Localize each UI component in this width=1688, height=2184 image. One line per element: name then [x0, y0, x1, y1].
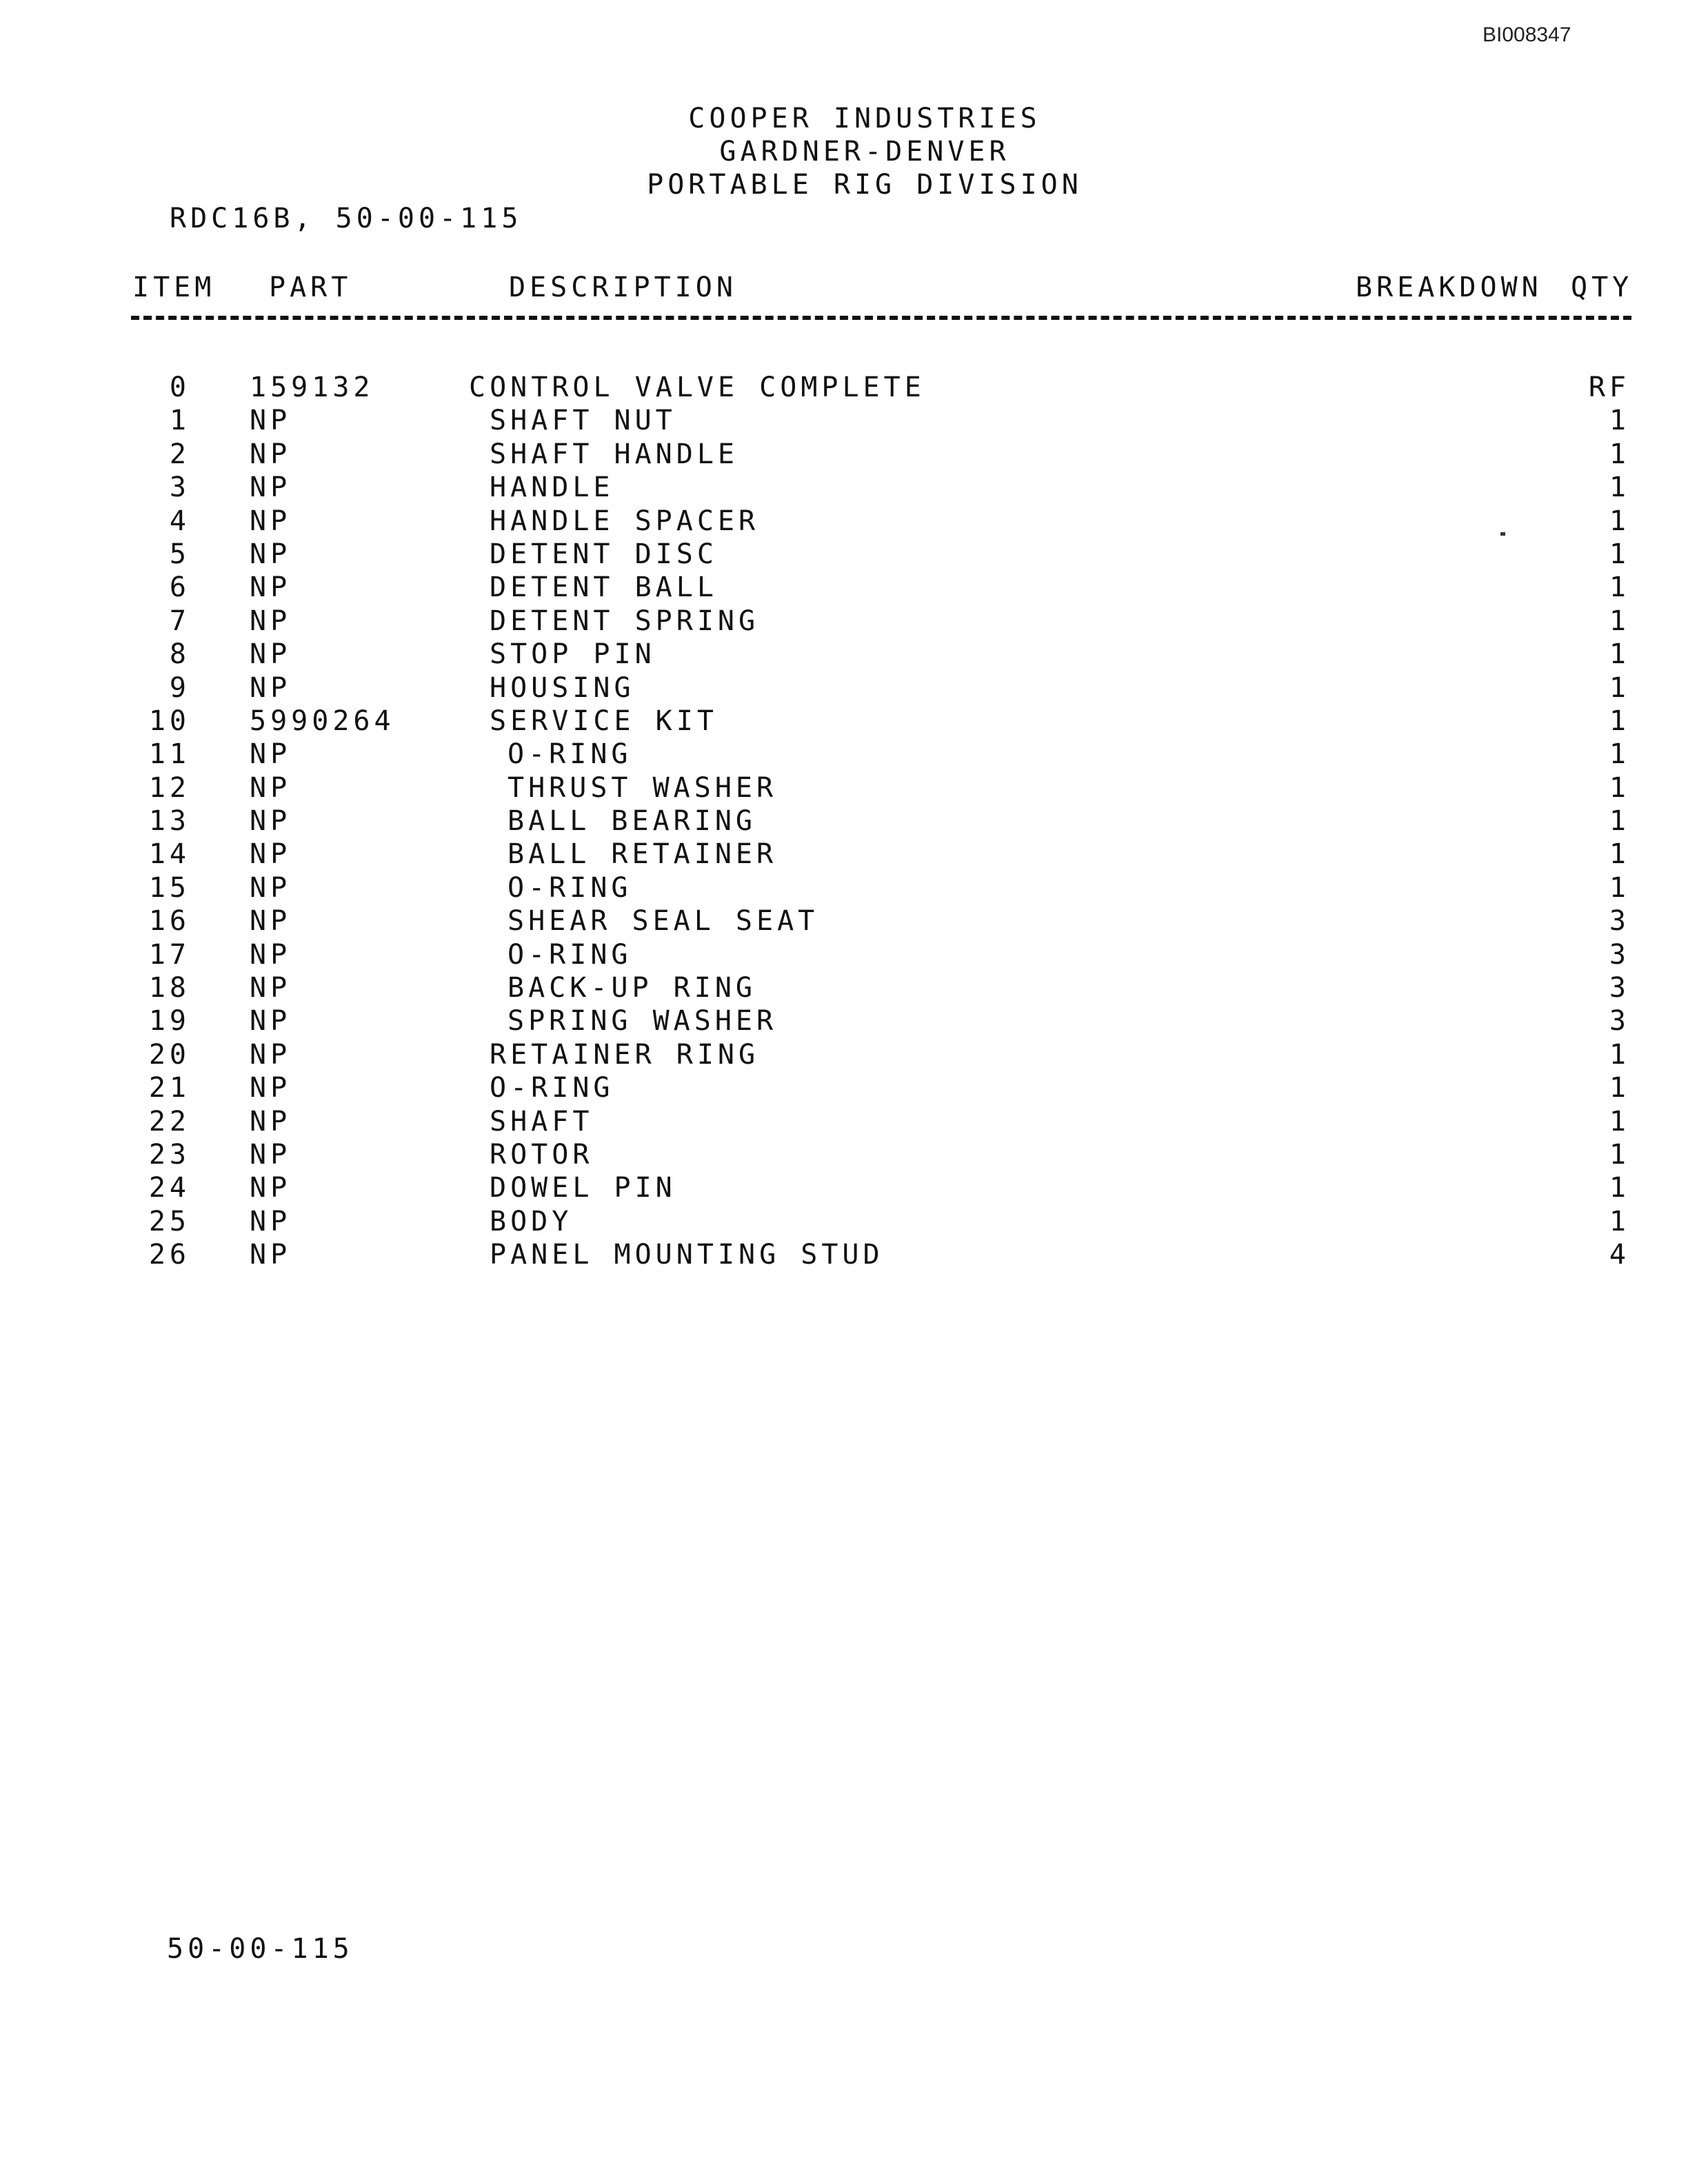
- quantity: 1: [1609, 838, 1630, 871]
- part-description: BALL BEARING: [508, 805, 756, 838]
- part-description: THRUST WASHER: [508, 771, 778, 804]
- quantity: 1: [1609, 1172, 1630, 1204]
- part-description: DETENT DISC: [490, 538, 718, 570]
- table-row: [0, 705, 1688, 738]
- table-row: [0, 938, 1688, 971]
- item-number: 8: [169, 638, 190, 671]
- item-number: 7: [169, 605, 190, 637]
- part-number: NP: [250, 1038, 292, 1071]
- table-row: [0, 571, 1688, 604]
- item-number: 5: [169, 538, 190, 570]
- item-number: 12: [148, 771, 190, 804]
- parts-list: [0, 371, 1688, 1272]
- table-row: [0, 771, 1688, 805]
- part-description: SHEAR SEAL SEAT: [508, 905, 819, 938]
- quantity: 1: [1609, 505, 1630, 537]
- part-description: BACK-UP RING: [508, 972, 756, 1004]
- quantity: 3: [1609, 1005, 1630, 1038]
- part-number: 5990264: [250, 705, 395, 737]
- table-row: [0, 538, 1688, 571]
- quantity: 1: [1609, 572, 1630, 604]
- part-description: O-RING: [508, 738, 632, 771]
- part-description: BALL RETAINER: [508, 838, 778, 871]
- item-number: 26: [148, 1239, 190, 1271]
- division-parent: GARDNER-DENVER: [719, 136, 1010, 168]
- part-number: NP: [250, 505, 292, 537]
- quantity: 1: [1609, 738, 1630, 771]
- quantity: 1: [1609, 438, 1630, 470]
- part-number: NP: [250, 472, 292, 504]
- part-number: NP: [250, 538, 292, 570]
- part-description: RETAINER RING: [490, 1038, 760, 1071]
- part-description: DETENT BALL: [490, 572, 718, 604]
- table-row: [0, 1171, 1688, 1204]
- quantity: 4: [1609, 1239, 1630, 1271]
- table-row: [0, 438, 1688, 471]
- item-number: 15: [148, 871, 190, 904]
- part-description: SERVICE KIT: [490, 705, 718, 737]
- part-description: O-RING: [508, 938, 632, 971]
- part-description: SHAFT HANDLE: [490, 438, 738, 470]
- item-number: 23: [148, 1138, 190, 1171]
- table-row: [0, 838, 1688, 871]
- header-separator: [131, 316, 1631, 320]
- part-number: NP: [250, 972, 292, 1004]
- table-row: [0, 471, 1688, 504]
- item-number: 21: [148, 1072, 190, 1104]
- part-number: NP: [250, 805, 292, 838]
- quantity: 1: [1609, 1038, 1630, 1071]
- item-number: 14: [148, 838, 190, 871]
- item-number: 17: [148, 938, 190, 971]
- column-header-qty: QTY: [1571, 272, 1634, 303]
- column-header-description: DESCRIPTION: [509, 272, 737, 303]
- quantity: 1: [1609, 1138, 1630, 1171]
- item-number: 0: [169, 372, 190, 403]
- item-number: 25: [148, 1205, 190, 1237]
- quantity: 1: [1609, 771, 1630, 804]
- item-number: 9: [169, 671, 190, 704]
- quantity: 3: [1609, 938, 1630, 971]
- item-number: 20: [148, 1038, 190, 1071]
- quantity: 1: [1609, 1105, 1630, 1138]
- table-row: [0, 404, 1688, 437]
- table-row: [0, 505, 1688, 538]
- quantity: 1: [1609, 405, 1630, 437]
- part-description: STOP PIN: [490, 638, 656, 671]
- table-row: [0, 1105, 1688, 1138]
- part-number: NP: [250, 738, 292, 771]
- page-footer: 50-00-115: [167, 1933, 354, 1965]
- quantity: 3: [1609, 905, 1630, 938]
- part-description: PANEL MOUNTING STUD: [490, 1239, 884, 1271]
- part-description: DOWEL PIN: [490, 1172, 676, 1204]
- table-row: [0, 971, 1688, 1004]
- quantity: RF: [1588, 372, 1630, 403]
- item-number: 16: [148, 905, 190, 938]
- table-row: [0, 738, 1688, 771]
- column-header-breakdown: BREAKDOWN: [1356, 272, 1543, 303]
- part-number: NP: [250, 438, 292, 470]
- quantity: 1: [1609, 472, 1630, 504]
- table-row: [0, 805, 1688, 838]
- part-description: BODY: [490, 1205, 573, 1237]
- quantity: 3: [1609, 972, 1630, 1004]
- column-header-part: PART: [269, 272, 352, 303]
- table-row: [0, 1238, 1688, 1271]
- table-row: [0, 605, 1688, 638]
- table-row: [0, 1038, 1688, 1071]
- item-number: 3: [169, 472, 190, 504]
- quantity: 1: [1609, 1072, 1630, 1104]
- division-name: PORTABLE RIG DIVISION: [647, 169, 1083, 201]
- table-row: [0, 1138, 1688, 1171]
- part-description: SHAFT NUT: [490, 405, 676, 437]
- part-number: NP: [250, 1239, 292, 1271]
- part-number: NP: [250, 938, 292, 971]
- table-row: [0, 671, 1688, 705]
- table-row: [0, 638, 1688, 671]
- company-name: COOPER INDUSTRIES: [688, 103, 1041, 134]
- table-row: [0, 871, 1688, 904]
- table-row: [0, 1071, 1688, 1104]
- part-description: HANDLE: [490, 472, 614, 504]
- item-number: 4: [169, 505, 190, 537]
- item-number: 22: [148, 1105, 190, 1138]
- table-row: [0, 904, 1688, 938]
- part-number: NP: [250, 605, 292, 637]
- part-number: NP: [250, 1005, 292, 1038]
- part-description: DETENT SPRING: [490, 605, 760, 637]
- item-number: 2: [169, 438, 190, 470]
- table-row: [0, 1205, 1688, 1238]
- quantity: 1: [1609, 605, 1630, 637]
- part-number: NP: [250, 1072, 292, 1104]
- quantity: 1: [1609, 705, 1630, 737]
- quantity: 1: [1609, 671, 1630, 704]
- column-header-item: ITEM: [132, 272, 216, 303]
- item-number: 6: [169, 572, 190, 604]
- quantity: 1: [1609, 871, 1630, 904]
- part-number: NP: [250, 1105, 292, 1138]
- part-description: HANDLE SPACER: [490, 505, 760, 537]
- part-number: NP: [250, 771, 292, 804]
- part-description: O-RING: [490, 1072, 614, 1104]
- document-reference: RDC16B, 50-00-115: [170, 203, 523, 234]
- quantity: 1: [1609, 805, 1630, 838]
- part-number: NP: [250, 1172, 292, 1204]
- part-number: 159132: [250, 372, 374, 403]
- part-number: NP: [250, 638, 292, 671]
- quantity: 1: [1609, 538, 1630, 570]
- part-description: SHAFT: [490, 1105, 594, 1138]
- part-description: O-RING: [508, 871, 632, 904]
- bates-number: BI008347: [1483, 23, 1571, 46]
- table-row: [0, 371, 1688, 404]
- item-number: 19: [148, 1005, 190, 1038]
- quantity: 1: [1609, 1205, 1630, 1237]
- item-number: 1: [169, 405, 190, 437]
- item-number: 11: [148, 738, 190, 771]
- part-description: HOUSING: [490, 671, 635, 704]
- part-number: NP: [250, 405, 292, 437]
- item-number: 24: [148, 1172, 190, 1204]
- part-description: CONTROL VALVE COMPLETE: [469, 372, 925, 403]
- part-number: NP: [250, 1138, 292, 1171]
- part-number: NP: [250, 905, 292, 938]
- table-row: [0, 1004, 1688, 1038]
- part-number: NP: [250, 572, 292, 604]
- quantity: 1: [1609, 638, 1630, 671]
- part-number: NP: [250, 1205, 292, 1237]
- part-number: NP: [250, 871, 292, 904]
- part-number: NP: [250, 838, 292, 871]
- part-description: SPRING WASHER: [508, 1005, 778, 1038]
- part-number: NP: [250, 671, 292, 704]
- part-description: ROTOR: [490, 1138, 594, 1171]
- item-number: 10: [148, 705, 190, 737]
- item-number: 18: [148, 972, 190, 1004]
- item-number: 13: [148, 805, 190, 838]
